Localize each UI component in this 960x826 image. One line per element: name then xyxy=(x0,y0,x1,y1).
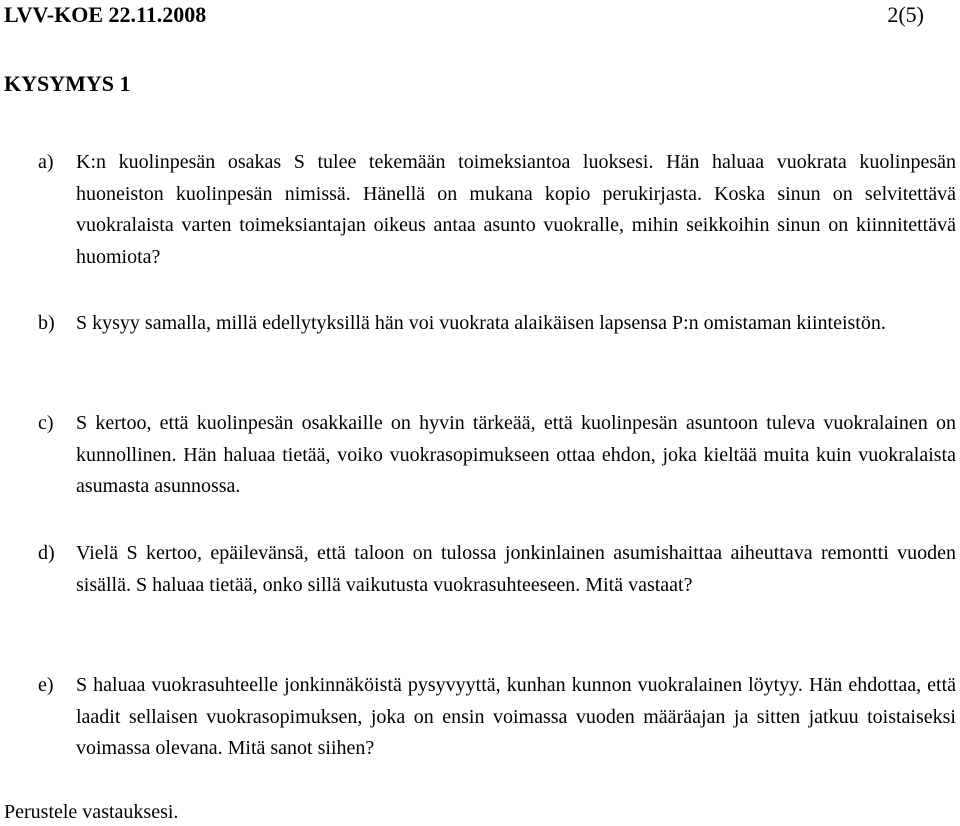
question-letter: d) xyxy=(38,542,55,564)
question-c xyxy=(38,408,956,503)
question-letter: e) xyxy=(38,674,54,696)
question-letter: b) xyxy=(38,312,55,334)
question-e xyxy=(38,670,956,765)
question-letter: c) xyxy=(38,412,54,434)
question-text: Vielä S kertoo, epäilevänsä, että taloon on tulossa jonkinlainen asumishaittaa aiheuttava remontti vuoden sisällä. S haluaa tietää, onko sillä vaikutusta vuokrasuhteeseen. Mitä vastaat? xyxy=(76,542,956,596)
question-text: S kertoo, että kuolinpesän osakkaille on hyvin tärkeää, että kuolinpesän asuntoon tuleva vuokralainen on kunnollinen. Hän haluaa tietää, voiko vuokrasopimukseen ottaa ehdon, joka kieltää muita kuin vuokralaista asumasta asunnossa. xyxy=(76,412,956,497)
page-header xyxy=(4,0,924,30)
question-text: S kysyy samalla, millä edellytyksillä hän voi vuokrata alaikäisen lapsensa P:n omistaman kiinteistön. xyxy=(76,312,886,334)
page-number: 2(5) xyxy=(887,2,924,27)
question-d xyxy=(38,538,956,601)
question-letter: a) xyxy=(38,151,54,173)
question-b xyxy=(38,308,956,340)
question-text: S haluaa vuokrasuhteelle jonkinnäköistä pysyvyyttä, kunhan kunnon vuokralainen löytyy. Hän ehdottaa, että laadit sellaisen vuokrasopimuksen, joka on ensin voimassa vuoden määräajan ja sitten jatkuu toistaiseksi voimassa olevana. Mitä sanot siihen? xyxy=(76,674,956,759)
question-a xyxy=(38,147,956,273)
instruction-note: Perustele vastauksesi. xyxy=(4,801,179,823)
question-text: K:n kuolinpesän osakas S tulee tekemään toimeksiantoa luoksesi. Hän haluaa vuokrata kuolinpesän huoneiston kuolinpesän nimissä. Hänellä on mukana kopio perukirjasta. Koska sinun on selvitettävä vuokralaista varten toimeksiantajan oikeus antaa asunto vuokralle, mihin seikkoihin sinun on kiinnitettävä huomiota? xyxy=(76,151,956,268)
document-title: LVV-KOE 22.11.2008 xyxy=(4,2,207,27)
question-heading: KYSYMYS 1 xyxy=(4,71,131,96)
